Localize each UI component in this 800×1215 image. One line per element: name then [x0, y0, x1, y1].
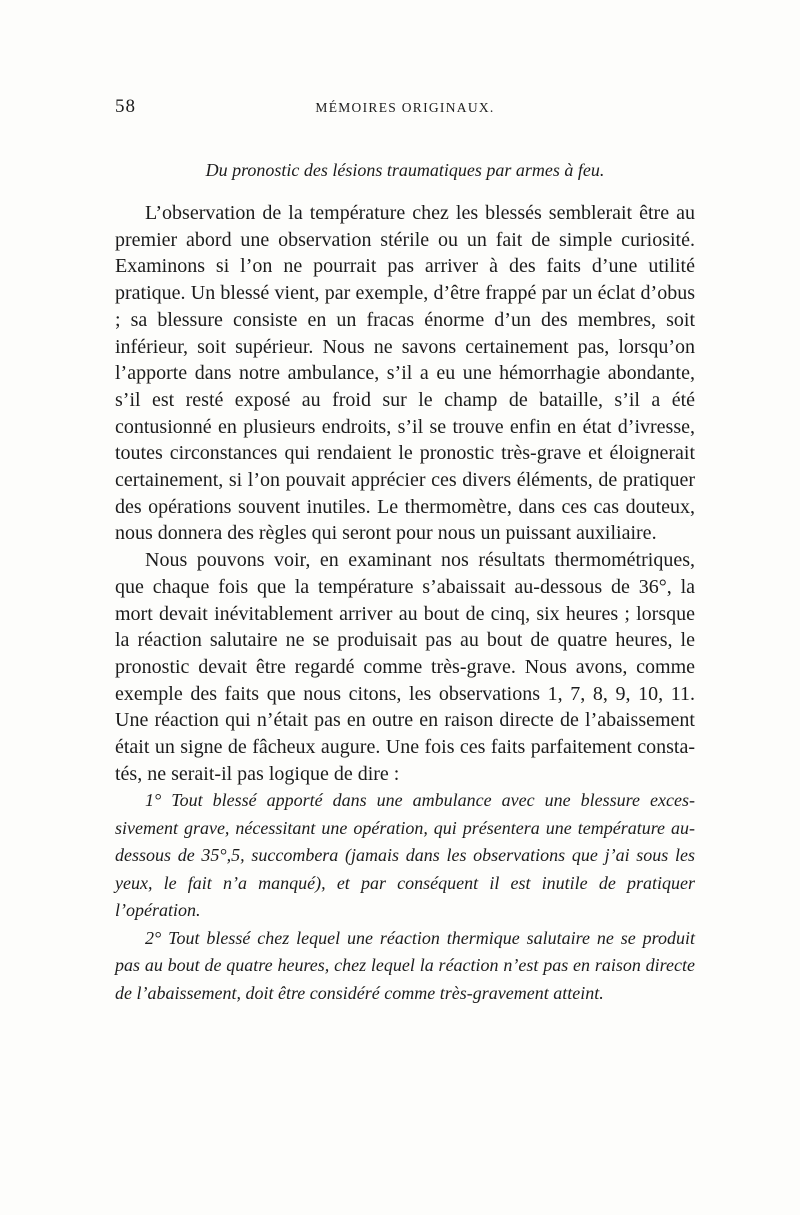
paragraph-2: Nous pouvons voir, en examinant nos résultats thermométriques, que chaque fois que la température s’abaissait au-dessous de 36°, la mort devait inévitablement arriver au bout de cinq, six heures ; lorsque la réaction salutaire ne se produisait pas au bout de quatre heures, le pronostic devait être regardé comme très-grave. Nous avons, comme exemple des faits que nous citons, les observations 1, 7, 8, 9, 10, 11. Une réaction qui n’était pas en outre en raison directe de l’abaissement était un signe de fâcheux augure. Une fois ces faits parfaitement constatés, ne serait-il pas logique de dire :: [115, 549, 695, 785]
page-header: [115, 96, 695, 126]
page-body: [115, 200, 695, 1007]
page-number: 58: [115, 96, 136, 117]
running-head: MÉMOIRES ORIGINAUX.: [315, 100, 495, 115]
section-title: Du pronostic des lésions traumatiques par armes à feu.: [205, 160, 605, 180]
paragraph-1: L’observation de la température chez les blessés semblerait être au premier abord une observation stérile ou un fait de simple curiosité. Examinons si l’on ne pourrait pas arriver à des faits d’une utilité pratique. Un blessé vient, par exemple, d’être frappé par un éclat d’obus ; sa blessure consiste en un fracas énorme d’un des membres, soit inférieur, soit supérieur. Nous ne savons certainement pas, lorsqu’on l’apporte dans notre ambulance, s’il a eu une hémorrhagie abondante, s’il est resté exposé au froid sur le champ de bataille, s’il a été contusionné en plusieurs endroits, s’il se trouve enfin en état d’ivresse, toutes circonstances qui rendaient le pronostic très-grave et éloignerait certainement, si l’on pouvait apprécier ces divers éléments, de pratiquer des opérations souvent inutiles. Le thermomètre, dans ces cas douteux, nous donnera des règles qui seront pour nous un puissant auxiliaire.: [115, 202, 695, 545]
conclusion-2: 2° Tout blessé chez lequel une réaction thermique salutaire ne se produit pas au bout de quatre heures, chez lequel la réaction n’est pas en raison directe de l’abaissement, doit être considéré comme très-gravement atteint.: [115, 927, 695, 1003]
conclusion-1: 1° Tout blessé apporté dans une ambulance avec une blessure excessivement grave, nécessitant une opération, qui présentera une température au-dessous de 35°,5, succombera (jamais dans les observations que j’ai sous les yeux, le fait n’a manqué), et par conséquent il est inutile de pratiquer l’opération.: [115, 790, 695, 921]
